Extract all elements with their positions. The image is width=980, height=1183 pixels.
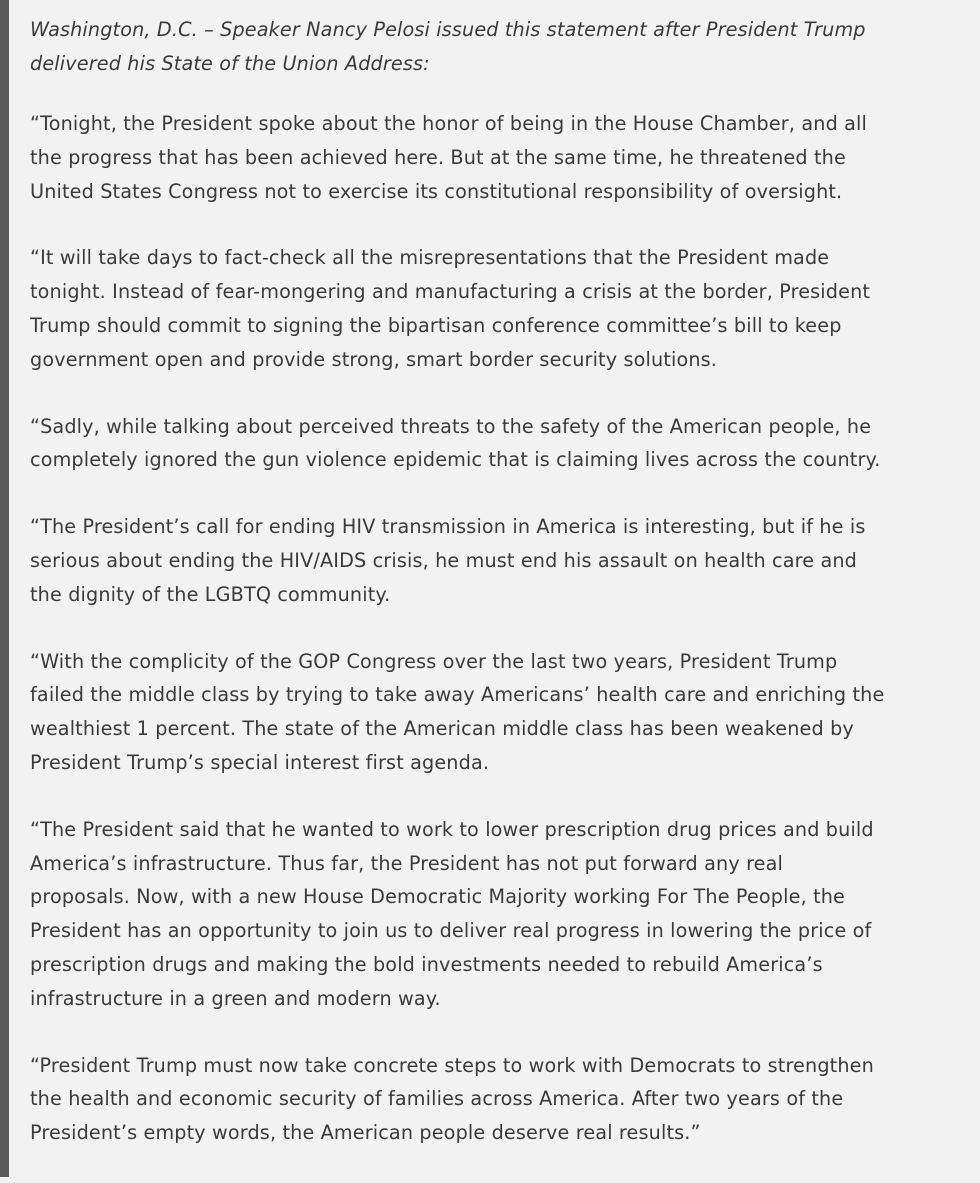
statement-dateline: Washington, D.C. – Speaker Nancy Pelosi issued this statement after President Trump delivered his State of the Union Address: <box>30 18 866 75</box>
statement-body <box>30 13 975 1183</box>
paragraph-4: “The President’s call for ending HIV transmission in America is interesting, but if he is serious about ending the HIV/AIDS crisis, he must end his assault on health care and the dignity of the LGBTQ community. <box>30 515 866 606</box>
paragraph-5: “With the complicity of the GOP Congress over the last two years, President Trump failed the middle class by trying to take away Americans’ health care and enriching the wealthiest 1 percent. The state of the American middle class has been weakened by President Trump’s special interest first agenda. <box>30 649 885 774</box>
left-border <box>0 0 9 1177</box>
paragraph-3: “Sadly, while talking about perceived threats to the safety of the American people, he completely ignored the gun violence epidemic that is claiming lives across the country. <box>30 414 881 472</box>
paragraph-6: “The President said that he wanted to work to lower prescription drug prices and build America’s infrastructure. Thus far, the President has not put forward any real proposals. Now, with a new House Democratic Majority working For The People, the President has an opportunity to join us to deliver real progress in lowering the price of prescription drugs and making the bold investments needed to rebuild America’s infrastructure in a green and modern way. <box>30 817 874 1010</box>
paragraph-7: “President Trump must now take concrete steps to work with Democrats to strengthen the health and economic security of families across America. After two years of the President’s empty words, the American people deserve real results.” <box>30 1053 874 1145</box>
paragraph-2: “It will take days to fact-check all the misrepresentations that the President made tonight. Instead of fear-mongering and manufacturing a crisis at the border, President Trump should commit to signing the bipartisan conference committee’s bill to keep government open and provide strong, smart border security solutions. <box>30 246 871 371</box>
paragraph-1: “Tonight, the President spoke about the honor of being in the House Chamber, and all the progress that has been achieved here. But at the same time, he threatened the United States Congress not to exercise its constitutional responsibility of oversight. <box>30 112 868 203</box>
